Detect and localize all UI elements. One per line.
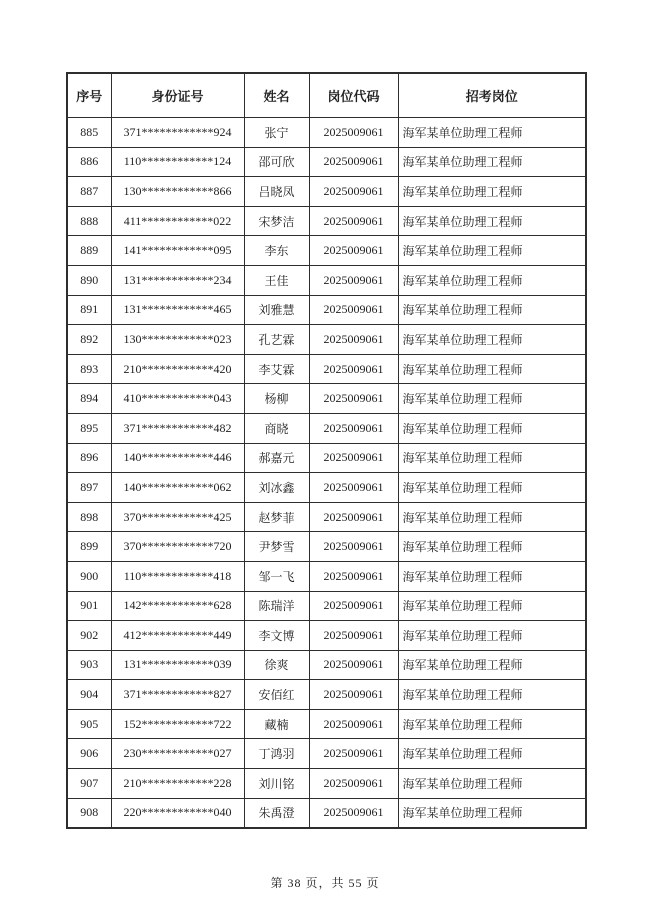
cell-name: 李艾霖 bbox=[244, 354, 309, 384]
cell-id-number: 130************023 bbox=[111, 325, 244, 355]
cell-id-number: 370************425 bbox=[111, 502, 244, 532]
cell-name: 安佰红 bbox=[244, 680, 309, 710]
cell-job-code: 2025009061 bbox=[309, 650, 398, 680]
cell-job-title: 海军某单位助理工程师 bbox=[398, 561, 586, 591]
cell-id-number: 140************446 bbox=[111, 443, 244, 473]
cell-job-code: 2025009061 bbox=[309, 473, 398, 503]
table-row bbox=[67, 177, 586, 207]
column-header-id-number: 身份证号 bbox=[111, 73, 244, 118]
cell-id-number: 142************628 bbox=[111, 591, 244, 621]
cell-id-number: 210************228 bbox=[111, 769, 244, 799]
applicant-table bbox=[66, 72, 587, 829]
table-row bbox=[67, 473, 586, 503]
table-row bbox=[67, 591, 586, 621]
cell-name: 郝嘉元 bbox=[244, 443, 309, 473]
table-row bbox=[67, 680, 586, 710]
cell-job-code: 2025009061 bbox=[309, 709, 398, 739]
cell-job-code: 2025009061 bbox=[309, 236, 398, 266]
cell-job-title: 海军某单位助理工程师 bbox=[398, 118, 586, 148]
cell-id-number: 410************043 bbox=[111, 384, 244, 414]
cell-name: 刘雅慧 bbox=[244, 295, 309, 325]
column-header-job-code: 岗位代码 bbox=[309, 73, 398, 118]
table-row bbox=[67, 206, 586, 236]
table-row bbox=[67, 147, 586, 177]
cell-job-title: 海军某单位助理工程师 bbox=[398, 177, 586, 207]
cell-name: 杨柳 bbox=[244, 384, 309, 414]
cell-serial: 904 bbox=[67, 680, 111, 710]
cell-name: 尹梦雪 bbox=[244, 532, 309, 562]
table-row bbox=[67, 502, 586, 532]
cell-job-title: 海军某单位助理工程师 bbox=[398, 295, 586, 325]
cell-id-number: 230************027 bbox=[111, 739, 244, 769]
cell-job-title: 海军某单位助理工程师 bbox=[398, 709, 586, 739]
cell-serial: 891 bbox=[67, 295, 111, 325]
cell-serial: 893 bbox=[67, 354, 111, 384]
cell-id-number: 152************722 bbox=[111, 709, 244, 739]
table-body bbox=[67, 118, 586, 829]
cell-job-title: 海军某单位助理工程师 bbox=[398, 621, 586, 651]
cell-job-code: 2025009061 bbox=[309, 443, 398, 473]
cell-name: 朱禹澄 bbox=[244, 798, 309, 828]
cell-job-title: 海军某单位助理工程师 bbox=[398, 236, 586, 266]
cell-id-number: 411************022 bbox=[111, 206, 244, 236]
cell-serial: 885 bbox=[67, 118, 111, 148]
cell-serial: 890 bbox=[67, 265, 111, 295]
cell-id-number: 110************124 bbox=[111, 147, 244, 177]
cell-job-code: 2025009061 bbox=[309, 118, 398, 148]
cell-serial: 888 bbox=[67, 206, 111, 236]
table-row bbox=[67, 532, 586, 562]
cell-job-title: 海军某单位助理工程师 bbox=[398, 206, 586, 236]
table-row bbox=[67, 769, 586, 799]
cell-id-number: 370************720 bbox=[111, 532, 244, 562]
cell-job-title: 海军某单位助理工程师 bbox=[398, 591, 586, 621]
cell-serial: 887 bbox=[67, 177, 111, 207]
cell-serial: 900 bbox=[67, 561, 111, 591]
cell-id-number: 141************095 bbox=[111, 236, 244, 266]
cell-job-title: 海军某单位助理工程师 bbox=[398, 413, 586, 443]
cell-id-number: 131************465 bbox=[111, 295, 244, 325]
cell-id-number: 371************482 bbox=[111, 413, 244, 443]
page-number: 第 38 页，共 55 页 bbox=[270, 876, 380, 890]
table-row bbox=[67, 443, 586, 473]
cell-name: 吕晓凤 bbox=[244, 177, 309, 207]
cell-name: 商晓 bbox=[244, 413, 309, 443]
cell-job-title: 海军某单位助理工程师 bbox=[398, 473, 586, 503]
cell-job-code: 2025009061 bbox=[309, 561, 398, 591]
table-row bbox=[67, 650, 586, 680]
table-row bbox=[67, 739, 586, 769]
table-row bbox=[67, 384, 586, 414]
cell-job-title: 海军某单位助理工程师 bbox=[398, 680, 586, 710]
header-row bbox=[67, 73, 586, 118]
cell-job-code: 2025009061 bbox=[309, 295, 398, 325]
cell-name: 李东 bbox=[244, 236, 309, 266]
cell-serial: 901 bbox=[67, 591, 111, 621]
cell-name: 丁鸿羽 bbox=[244, 739, 309, 769]
cell-id-number: 131************039 bbox=[111, 650, 244, 680]
cell-job-title: 海军某单位助理工程师 bbox=[398, 532, 586, 562]
cell-name: 赵梦菲 bbox=[244, 502, 309, 532]
column-header-name: 姓名 bbox=[244, 73, 309, 118]
table-row bbox=[67, 621, 586, 651]
cell-job-title: 海军某单位助理工程师 bbox=[398, 384, 586, 414]
column-header-job-title: 招考岗位 bbox=[398, 73, 586, 118]
cell-id-number: 131************234 bbox=[111, 265, 244, 295]
cell-serial: 908 bbox=[67, 798, 111, 828]
cell-name: 徐爽 bbox=[244, 650, 309, 680]
cell-name: 王佳 bbox=[244, 265, 309, 295]
cell-job-code: 2025009061 bbox=[309, 325, 398, 355]
table-row bbox=[67, 413, 586, 443]
table-row bbox=[67, 354, 586, 384]
cell-id-number: 220************040 bbox=[111, 798, 244, 828]
table-row bbox=[67, 295, 586, 325]
cell-job-code: 2025009061 bbox=[309, 621, 398, 651]
cell-serial: 903 bbox=[67, 650, 111, 680]
column-header-serial: 序号 bbox=[67, 73, 111, 118]
cell-job-code: 2025009061 bbox=[309, 206, 398, 236]
cell-name: 藏楠 bbox=[244, 709, 309, 739]
cell-serial: 899 bbox=[67, 532, 111, 562]
cell-name: 刘冰鑫 bbox=[244, 473, 309, 503]
cell-job-title: 海军某单位助理工程师 bbox=[398, 650, 586, 680]
cell-id-number: 371************924 bbox=[111, 118, 244, 148]
cell-job-title: 海军某单位助理工程师 bbox=[398, 769, 586, 799]
table-row bbox=[67, 236, 586, 266]
table-row bbox=[67, 561, 586, 591]
cell-serial: 907 bbox=[67, 769, 111, 799]
cell-name: 张宁 bbox=[244, 118, 309, 148]
cell-name: 邹一飞 bbox=[244, 561, 309, 591]
cell-id-number: 210************420 bbox=[111, 354, 244, 384]
table-row bbox=[67, 118, 586, 148]
cell-job-code: 2025009061 bbox=[309, 413, 398, 443]
cell-job-code: 2025009061 bbox=[309, 769, 398, 799]
cell-serial: 894 bbox=[67, 384, 111, 414]
cell-job-title: 海军某单位助理工程师 bbox=[398, 265, 586, 295]
cell-id-number: 412************449 bbox=[111, 621, 244, 651]
cell-serial: 897 bbox=[67, 473, 111, 503]
cell-serial: 892 bbox=[67, 325, 111, 355]
cell-name: 邵可欣 bbox=[244, 147, 309, 177]
cell-job-title: 海军某单位助理工程师 bbox=[398, 798, 586, 828]
cell-job-code: 2025009061 bbox=[309, 739, 398, 769]
cell-job-code: 2025009061 bbox=[309, 591, 398, 621]
cell-job-title: 海军某单位助理工程师 bbox=[398, 147, 586, 177]
cell-id-number: 130************866 bbox=[111, 177, 244, 207]
table-row bbox=[67, 265, 586, 295]
cell-serial: 898 bbox=[67, 502, 111, 532]
table-row bbox=[67, 798, 586, 828]
cell-job-title: 海军某单位助理工程师 bbox=[398, 739, 586, 769]
cell-job-title: 海军某单位助理工程师 bbox=[398, 354, 586, 384]
cell-id-number: 140************062 bbox=[111, 473, 244, 503]
cell-job-code: 2025009061 bbox=[309, 532, 398, 562]
cell-job-code: 2025009061 bbox=[309, 265, 398, 295]
cell-serial: 905 bbox=[67, 709, 111, 739]
cell-name: 刘川铭 bbox=[244, 769, 309, 799]
table-header bbox=[67, 73, 586, 118]
cell-job-code: 2025009061 bbox=[309, 680, 398, 710]
table-row bbox=[67, 325, 586, 355]
cell-serial: 896 bbox=[67, 443, 111, 473]
table-row bbox=[67, 709, 586, 739]
cell-job-code: 2025009061 bbox=[309, 177, 398, 207]
cell-name: 李文博 bbox=[244, 621, 309, 651]
cell-name: 宋梦洁 bbox=[244, 206, 309, 236]
cell-serial: 889 bbox=[67, 236, 111, 266]
cell-serial: 902 bbox=[67, 621, 111, 651]
cell-serial: 895 bbox=[67, 413, 111, 443]
cell-name: 陈瑞洋 bbox=[244, 591, 309, 621]
cell-job-code: 2025009061 bbox=[309, 502, 398, 532]
cell-name: 孔艺霖 bbox=[244, 325, 309, 355]
cell-job-title: 海军某单位助理工程师 bbox=[398, 325, 586, 355]
cell-job-title: 海军某单位助理工程师 bbox=[398, 443, 586, 473]
cell-job-code: 2025009061 bbox=[309, 354, 398, 384]
cell-serial: 906 bbox=[67, 739, 111, 769]
cell-job-code: 2025009061 bbox=[309, 147, 398, 177]
cell-serial: 886 bbox=[67, 147, 111, 177]
cell-job-code: 2025009061 bbox=[309, 798, 398, 828]
cell-id-number: 371************827 bbox=[111, 680, 244, 710]
cell-job-code: 2025009061 bbox=[309, 384, 398, 414]
cell-job-title: 海军某单位助理工程师 bbox=[398, 502, 586, 532]
cell-id-number: 110************418 bbox=[111, 561, 244, 591]
